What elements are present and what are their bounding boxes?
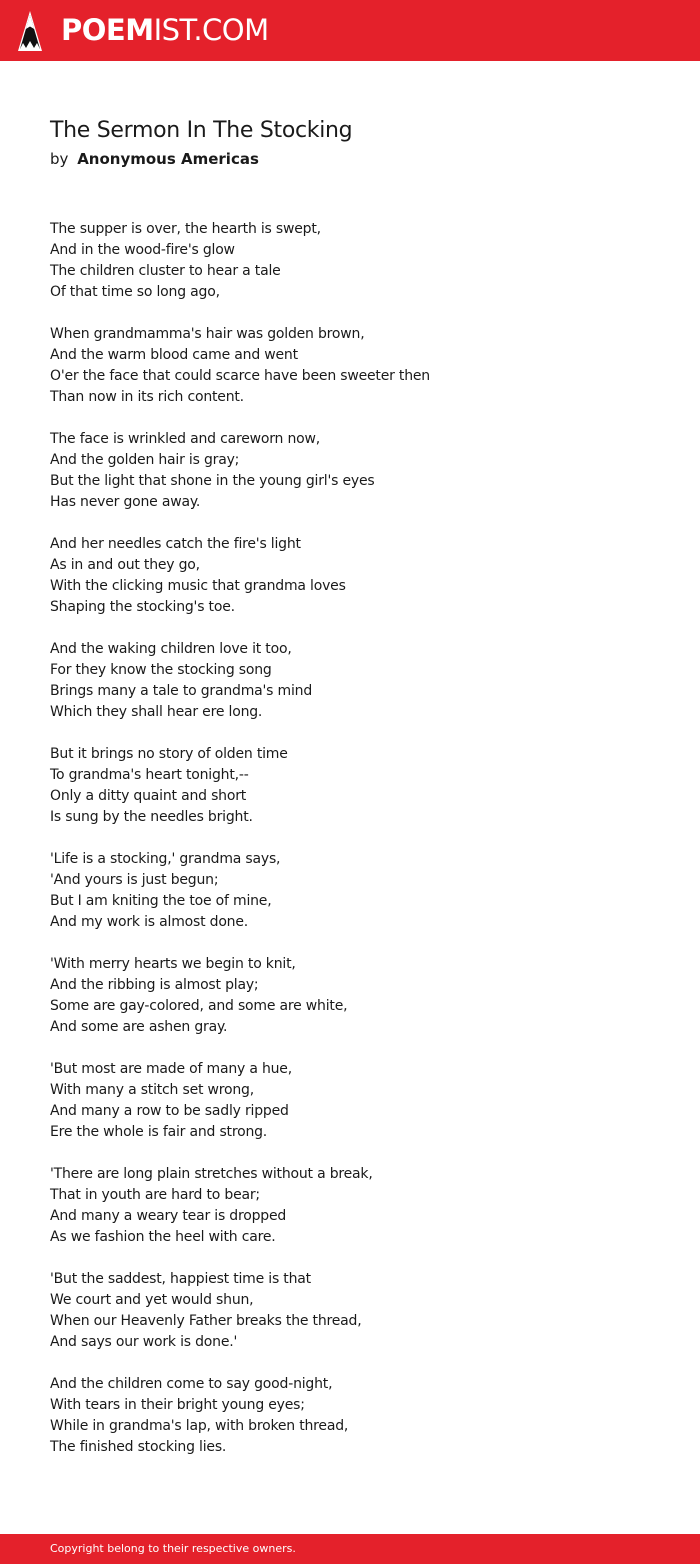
poem-line: And many a row to be sadly ripped <box>50 1103 289 1119</box>
poem-line: But the light that shone in the young girl's eyes <box>50 473 375 489</box>
poem-stanza <box>50 534 670 618</box>
top-bar <box>0 0 700 61</box>
poem-line: While in grandma's lap, with broken thread, <box>50 1418 349 1434</box>
poem-line: Is sung by the needles bright. <box>50 809 253 825</box>
logo-text-bold: POEM <box>61 13 154 47</box>
author-name: Anonymous Americas <box>77 150 259 168</box>
poem-line: The supper is over, the hearth is swept, <box>50 221 321 237</box>
poem-stanza <box>50 219 670 303</box>
poem-line: But I am kniting the toe of mine, <box>50 893 272 909</box>
poem-title: The Sermon In The Stocking <box>50 118 353 143</box>
poem-stanza <box>50 954 670 1038</box>
poem-line: We court and yet would shun, <box>50 1292 254 1308</box>
poem-line: That in youth are hard to bear; <box>50 1187 260 1203</box>
poem-stanza <box>50 324 670 408</box>
poem-stanza <box>50 1164 670 1248</box>
poem-line: 'But most are made of many a hue, <box>50 1061 292 1077</box>
pen-nib-icon <box>17 10 43 52</box>
poem-line: Some are gay-colored, and some are white, <box>50 998 348 1014</box>
poem-line: And many a weary tear is dropped <box>50 1208 287 1224</box>
poem-line: And the ribbing is almost play; <box>50 977 259 993</box>
poem-line: With tears in their bright young eyes; <box>50 1397 305 1413</box>
poem-line: 'With merry hearts we begin to knit, <box>50 956 296 972</box>
poem-stanza <box>50 744 670 828</box>
poem-content <box>50 114 670 1479</box>
poem-line: When our Heavenly Father breaks the thread, <box>50 1313 362 1329</box>
poem-line: 'Life is a stocking,' grandma says, <box>50 851 281 867</box>
byline-prefix: by <box>50 150 69 168</box>
poem-line: Brings many a tale to grandma's mind <box>50 683 313 699</box>
poem-line: And the golden hair is gray; <box>50 452 240 468</box>
poem-line: The face is wrinkled and careworn now, <box>50 431 321 447</box>
poem-line: Has never gone away. <box>50 494 201 510</box>
poem-line: To grandma's heart tonight,-- <box>50 767 249 783</box>
poem-line: The finished stocking lies. <box>50 1439 227 1455</box>
poem-line: 'But the saddest, happiest time is that <box>50 1271 311 1287</box>
poem-line: With the clicking music that grandma loves <box>50 578 346 594</box>
poem-line: And the warm blood came and went <box>50 347 298 363</box>
poem-line: And says our work is done.' <box>50 1334 238 1350</box>
poem-body <box>50 219 670 1458</box>
poem-line: As we fashion the heel with care. <box>50 1229 276 1245</box>
poem-line: With many a stitch set wrong, <box>50 1082 254 1098</box>
logo-text-light: IST.COM <box>153 13 269 47</box>
poem-line: And my work is almost done. <box>50 914 249 930</box>
poem-line: And her needles catch the fire's light <box>50 536 301 552</box>
footer-bar <box>0 1534 700 1564</box>
poem-line: Of that time so long ago, <box>50 284 220 300</box>
poem-stanza <box>50 429 670 513</box>
poem-line: And the children come to say good-night, <box>50 1376 333 1392</box>
poem-line: 'And yours is just begun; <box>50 872 219 888</box>
poem-stanza <box>50 639 670 723</box>
poem-line: 'There are long plain stretches without a break, <box>50 1166 373 1182</box>
poem-line: For they know the stocking song <box>50 662 272 678</box>
site-logo-link[interactable] <box>17 10 269 52</box>
poem-line: O'er the face that could scarce have been sweeter then <box>50 368 430 384</box>
poem-line: When grandmamma's hair was golden brown, <box>50 326 365 342</box>
poem-line: But it brings no story of olden time <box>50 746 288 762</box>
copyright-notice: Copyright belong to their respective owners. <box>50 1542 296 1555</box>
poem-line: Only a ditty quaint and short <box>50 788 247 804</box>
poem-stanza <box>50 849 670 933</box>
poem-line: As in and out they go, <box>50 557 200 573</box>
poem-line: And some are ashen gray. <box>50 1019 228 1035</box>
poem-byline <box>50 148 670 170</box>
poem-line: Than now in its rich content. <box>50 389 244 405</box>
poem-line: Which they shall hear ere long. <box>50 704 263 720</box>
site-logo-text <box>61 13 269 47</box>
poem-line: And in the wood-fire's glow <box>50 242 235 258</box>
poem-stanza <box>50 1059 670 1143</box>
poem-line: Ere the whole is fair and strong. <box>50 1124 268 1140</box>
poem-stanza <box>50 1374 670 1458</box>
poem-stanza <box>50 1269 670 1353</box>
poem-line: Shaping the stocking's toe. <box>50 599 235 615</box>
poem-line: The children cluster to hear a tale <box>50 263 281 279</box>
poem-line: And the waking children love it too, <box>50 641 292 657</box>
